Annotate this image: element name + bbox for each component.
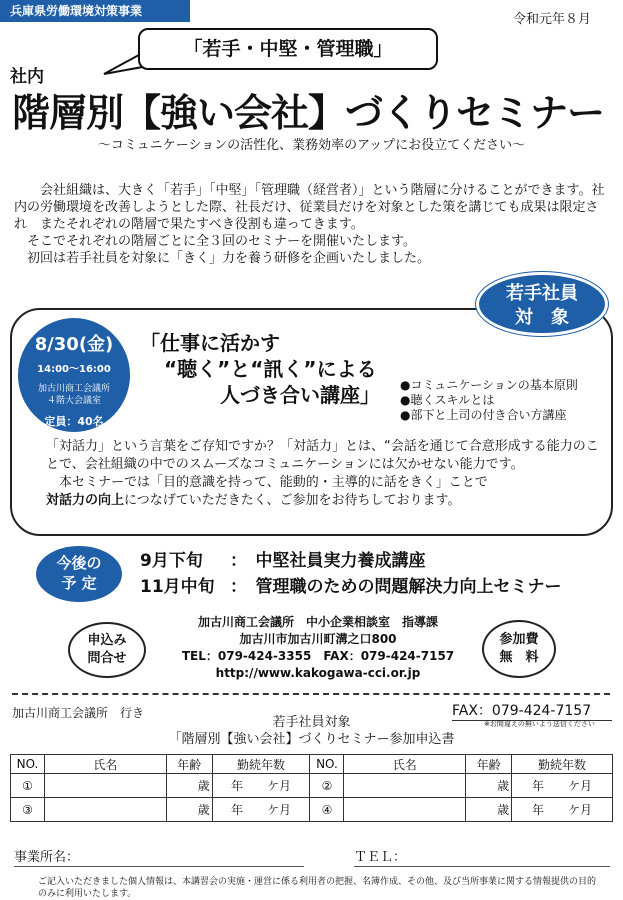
schedule-item	[140, 574, 562, 600]
venue-line: 加古川商工会議所	[37, 384, 110, 394]
year-unit: 年	[231, 779, 244, 793]
contact-info	[168, 614, 468, 682]
emphasis-text: 対話力の向上	[46, 493, 125, 508]
contact-address: 加古川市加古川町溝之口800	[239, 632, 397, 646]
intro-paragraph: 初回は若手社員を対象に「きく」力を養う研修を企画いたしました。	[27, 251, 431, 266]
seminar-description	[46, 438, 606, 510]
description-paragraph	[46, 492, 606, 510]
intro-paragraph: 会社組織は、大きく「若手」「中堅」「管理職（経営者）」という階層に分けることができます。社内の労働環境を改善しようとした際、社長だけ、従業員だけを対象とした策を講じても成果は限定され またそれぞれの階層で果たすべき役割も違ってきます。	[14, 183, 605, 232]
target-line: 対 象	[515, 307, 569, 328]
business-name-label: 事業所名：	[14, 850, 80, 865]
contact-label: 申込み	[87, 633, 127, 648]
future-schedule-list	[140, 548, 562, 600]
form-title-line: 若手社員対象	[272, 715, 351, 730]
form-title-line: 「階層別【強い会社】づくりセミナー参加申込書	[168, 732, 455, 747]
seminar-title-line: 人づき合い講座」	[220, 383, 380, 407]
topic-item: ●コミュニケーションの基本原則	[400, 378, 578, 392]
cut-line-divider	[12, 693, 610, 695]
seminar-capacity: 定員：40名	[44, 415, 104, 428]
age-input-cell[interactable]	[166, 798, 212, 822]
table-row	[11, 774, 613, 798]
seminar-topics	[400, 378, 578, 423]
schedule-month: 11月中旬	[140, 577, 215, 597]
topic-item: ●聴くスキルとは	[400, 393, 495, 407]
header-age: 年齢	[466, 755, 512, 774]
year-unit: 年	[532, 779, 545, 793]
header-age: 年齢	[166, 755, 212, 774]
future-label: 今後の	[56, 554, 102, 572]
schedule-name: 管理職のための問題解決力向上セミナー	[255, 577, 562, 597]
years-input-cell[interactable]	[512, 798, 613, 822]
privacy-notice: ご記入いただきました個人情報は、本講習会の実施・運営に係る利用者の把握、名簿作成、その他、及び当所事業に関する情報提供の目的のみに利用いたします。	[38, 877, 597, 899]
page-title: 階層別【強い会社】づくりセミナー	[12, 91, 605, 135]
table-header-row	[11, 755, 613, 774]
description-text: につなげていただきたく、ご参加をお待ちしております。	[124, 493, 461, 508]
description-paragraph: 本セミナーでは「目的意識を持って、能動的・主導的に話をきく」ことで	[59, 475, 488, 490]
issue-date: 令和元年８月	[512, 12, 591, 27]
target-groups-bubble: 「若手・中堅・管理職」	[138, 28, 438, 70]
age-input-cell[interactable]	[166, 774, 212, 798]
name-input-cell[interactable]	[44, 798, 166, 822]
contact-badge	[68, 622, 146, 678]
fee-badge	[482, 620, 556, 678]
form-title	[0, 714, 623, 748]
header-years: 勤続年数	[512, 755, 613, 774]
name-input-cell[interactable]	[44, 774, 166, 798]
description-paragraph: 「対話力」という言葉をご存知ですか？「対話力」とは、“会話を通じて合意形成する能力のことで、会社組織の中でのスムーズなコミュニケーションには欠かせない能力です。	[46, 439, 599, 472]
year-unit: 年	[231, 803, 244, 817]
subtitle: ～コミュニケーションの活性化、業務効率のアップにお役立てください～	[97, 138, 526, 153]
row-number: ①	[11, 774, 45, 798]
business-name-field[interactable]	[14, 866, 304, 867]
year-unit: 年	[532, 803, 545, 817]
header-years: 勤続年数	[212, 755, 310, 774]
future-schedule-badge	[36, 546, 122, 602]
seminar-title	[140, 330, 380, 408]
fee-value: 無 料	[499, 650, 539, 665]
header-no: NO.	[310, 755, 344, 774]
seminar-time: 14:00～16:00	[37, 364, 111, 375]
header-name: 氏名	[344, 755, 466, 774]
seminar-title-line: “聴く”と“訊く”による	[164, 357, 377, 381]
table-row	[11, 798, 613, 822]
target-line: 若手社員	[506, 283, 578, 304]
seminar-date: 8/30(金)	[34, 334, 114, 355]
schedule-name: 中堅社員実力養成講座	[255, 551, 426, 571]
form-fax: FAX：079-424-7157	[452, 700, 612, 721]
years-input-cell[interactable]	[512, 774, 613, 798]
row-number: ②	[310, 774, 344, 798]
schedule-month: 9月下旬	[140, 551, 203, 571]
fax-note: ※お間違えの無いよう送信ください	[484, 720, 595, 728]
age-input-cell[interactable]	[466, 798, 512, 822]
header-name: 氏名	[44, 755, 166, 774]
contact-org: 加古川商工会議所 中小企業相談室 指導課	[197, 615, 438, 629]
venue-line: ４階大会議室	[46, 396, 101, 406]
target-audience-badge	[476, 272, 608, 336]
in-house-label: 社内	[10, 67, 44, 87]
organization-tag: 兵庫県労働環境対策事業	[0, 0, 190, 22]
schedule-item	[140, 548, 562, 574]
age-unit: 歳	[497, 779, 510, 793]
intro-text	[14, 182, 610, 267]
header-no: NO.	[11, 755, 45, 774]
future-label: 予 定	[61, 574, 97, 592]
seminar-date-badge	[18, 318, 130, 432]
intro-paragraph: そこでそれぞれの階層ごとに全３回のセミナーを開催いたします。	[27, 234, 416, 249]
contact-url[interactable]: http://www.kakogawa-cci.or.jp	[215, 666, 421, 680]
age-input-cell[interactable]	[466, 774, 512, 798]
form-recipient: 加古川商工会議所 行き	[12, 706, 145, 720]
schedule-sep: ：	[230, 551, 239, 571]
age-unit: 歳	[197, 779, 210, 793]
row-number: ④	[310, 798, 344, 822]
seminar-venue	[18, 383, 130, 407]
month-unit: ケ月	[568, 779, 593, 793]
contact-label: 問合せ	[87, 651, 127, 666]
application-table	[10, 754, 613, 822]
month-unit: ケ月	[267, 803, 292, 817]
name-input-cell[interactable]	[344, 798, 466, 822]
topic-item: ●部下と上司の付き合い方講座	[400, 408, 567, 422]
schedule-sep: ：	[230, 577, 239, 597]
age-unit: 歳	[497, 803, 510, 817]
contact-phone: TEL：079-424-3355 FAX：079-424-7157	[181, 649, 455, 663]
years-input-cell[interactable]	[212, 774, 310, 798]
month-unit: ケ月	[568, 803, 593, 817]
age-unit: 歳	[197, 803, 210, 817]
tel-field[interactable]	[354, 866, 610, 867]
row-number: ③	[11, 798, 45, 822]
fee-label: 参加費	[499, 632, 539, 647]
seminar-title-line: 「仕事に活かす	[140, 331, 280, 355]
tel-label: ＴＥＬ：	[354, 850, 407, 865]
years-input-cell[interactable]	[212, 798, 310, 822]
name-input-cell[interactable]	[344, 774, 466, 798]
month-unit: ケ月	[267, 779, 292, 793]
